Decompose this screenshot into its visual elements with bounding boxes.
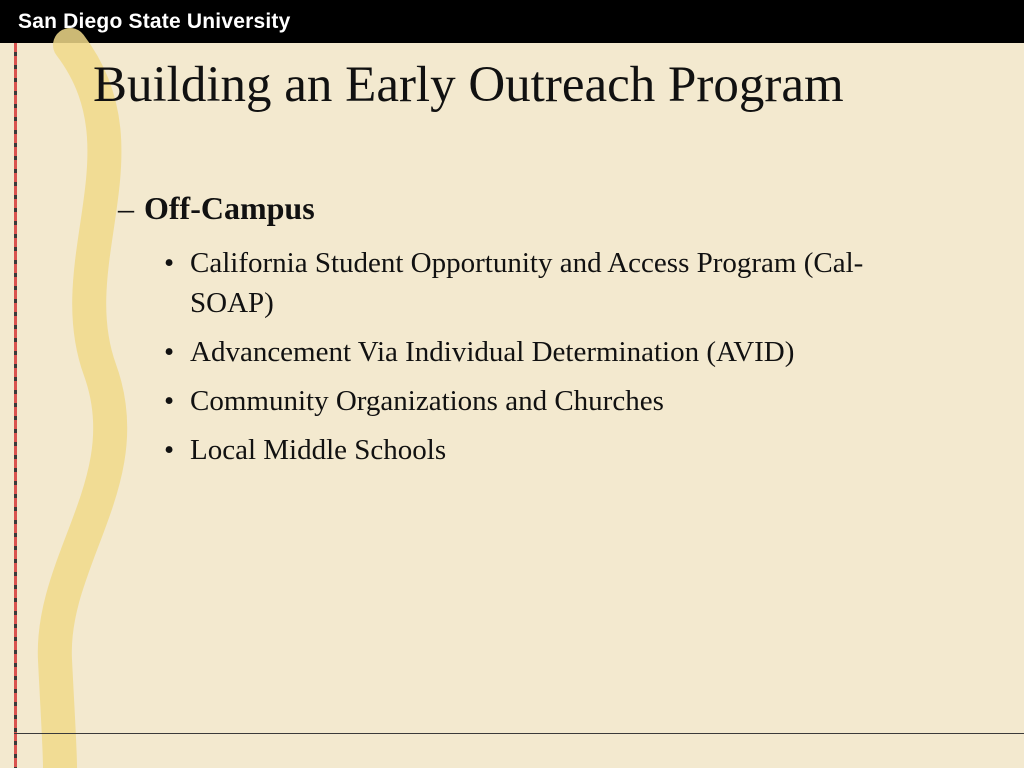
slide-title: Building an Early Outreach Program bbox=[93, 57, 844, 113]
bottom-rule bbox=[14, 733, 1024, 734]
institution-name: San Diego State University bbox=[18, 10, 291, 33]
bullet-dot: • bbox=[164, 247, 175, 279]
bullet-item bbox=[164, 243, 944, 323]
bullet-dot: • bbox=[164, 385, 175, 417]
section-label: Off-Campus bbox=[144, 190, 315, 226]
bullet-dot: • bbox=[164, 336, 175, 368]
header-bar bbox=[0, 0, 1024, 43]
bullet-item bbox=[164, 332, 944, 372]
section-heading bbox=[118, 190, 315, 227]
bullet-item bbox=[164, 381, 944, 421]
left-dashed-border bbox=[14, 43, 17, 768]
bullet-text: California Student Opportunity and Access Program (Cal-SOAP) bbox=[190, 247, 864, 319]
bullet-text: Advancement Via Individual Determination (AVID) bbox=[190, 336, 795, 368]
section-dash: – bbox=[118, 190, 134, 226]
bullet-text: Community Organizations and Churches bbox=[190, 385, 664, 417]
bullet-text: Local Middle Schools bbox=[190, 434, 447, 466]
bullet-item bbox=[164, 430, 944, 470]
wave-decoration bbox=[0, 0, 140, 768]
bullet-dot: • bbox=[164, 434, 175, 466]
bullet-list bbox=[164, 243, 944, 479]
wave-ribbon bbox=[55, 45, 110, 768]
